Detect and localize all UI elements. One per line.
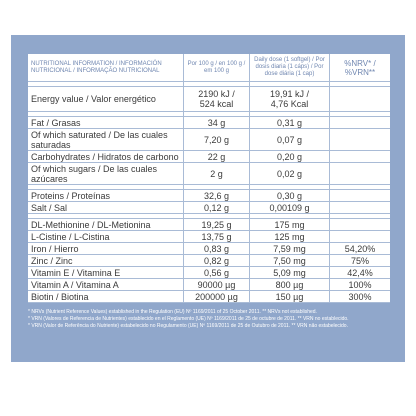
footnote-pt: * VRN (Valor de Referência do Nutriente) estabelecido no Regulamento (UE) Nº 1169/2011 de 25 de Outubro de 2011. ** VRN não estabelecido. (28, 322, 348, 329)
energy-kj-per-100g: 2190 kJ / (198, 89, 235, 99)
value-per-dose: 175 mg (250, 219, 330, 231)
value-nrv: 42,4% (330, 267, 390, 279)
table-row (28, 219, 390, 231)
value-per-100g: 22 g (184, 151, 250, 163)
value-per-100g: 90000 µg (184, 279, 250, 291)
value-nrv (330, 219, 390, 231)
value-per-100g: 200000 µg (184, 291, 250, 303)
value-nrv (330, 87, 390, 112)
value-per-100g: 7,20 g (184, 129, 250, 151)
value-nrv: 300% (330, 291, 390, 303)
nutrient-name: Vitamin E / Vitamina E (28, 267, 184, 279)
value-nrv (330, 202, 390, 214)
table-row (28, 202, 390, 214)
table-row (28, 163, 390, 185)
nutrient-name: Zinc / Zinc (28, 255, 184, 267)
value-nrv (330, 190, 390, 202)
value-per-100g (184, 87, 250, 112)
value-per-dose: 0,30 g (250, 190, 330, 202)
table-row (28, 117, 390, 129)
value-per-100g: 2 g (184, 163, 250, 185)
nutrition-panel (11, 35, 405, 362)
footnote-en: * NRVs (Nutrient Reference Values) established in the Regulation (EU) Nº 1169/2011 of 25 October 2011. ** NRVs not established. (28, 309, 317, 315)
table-row (28, 151, 390, 163)
value-per-dose: 0,02 g (250, 163, 330, 185)
table-row-energy (28, 87, 390, 112)
value-per-100g: 0,83 g (184, 243, 250, 255)
nutrient-name: L-Cistine / L-Cistina (28, 231, 184, 243)
nutrient-name: Energy value / Valor energético (28, 87, 184, 112)
footnote-es: * VRN (Valores de Referencia de Nutrientes) establecido en el Reglamento (UE) Nº 1169/2011 de 25 de octubre de 2011. ** VRN no establecido. (28, 315, 349, 322)
value-per-100g: 0,56 g (184, 267, 250, 279)
value-per-dose: 0,00109 g (250, 202, 330, 214)
nutrient-name: Biotin / Biotina (28, 291, 184, 303)
table-row (28, 243, 390, 255)
value-nrv (330, 129, 390, 151)
header-nrv: %NRV* / %VRN** (330, 54, 390, 82)
value-per-dose: 0,07 g (250, 129, 330, 151)
table-header-row (28, 54, 390, 82)
table-row (28, 267, 390, 279)
energy-kcal-per-100g: 524 kcal (199, 99, 234, 109)
value-per-dose: 7,59 mg (250, 243, 330, 255)
value-nrv: 100% (330, 279, 390, 291)
value-per-dose: 800 µg (250, 279, 330, 291)
value-nrv: 54,20% (330, 243, 390, 255)
value-per-dose (250, 87, 330, 112)
value-per-100g: 32,6 g (184, 190, 250, 202)
value-nrv (330, 151, 390, 163)
energy-kj-per-dose: 19,91 kJ / (269, 89, 310, 99)
nutrient-name: Of which saturated / De las cuales saturadas (28, 129, 184, 151)
value-nrv (330, 231, 390, 243)
value-per-100g: 0,82 g (184, 255, 250, 267)
value-nrv (330, 163, 390, 185)
value-nrv (330, 117, 390, 129)
header-daily-dose: Daily dose (1 softgel) / Por dosis diaria (1 cáps) / Por dose diária (1 cap) (250, 54, 330, 82)
nutrient-name: Iron / Hierro (28, 243, 184, 255)
table-row (28, 190, 390, 202)
value-per-100g: 0,12 g (184, 202, 250, 214)
nutrient-name: Of which sugars / De las cuales azúcares (28, 163, 184, 185)
nutrition-table (28, 54, 390, 303)
nutrient-name: Fat / Grasas (28, 117, 184, 129)
value-per-dose: 7,50 mg (250, 255, 330, 267)
value-per-100g: 34 g (184, 117, 250, 129)
value-per-dose: 5,09 mg (250, 267, 330, 279)
nutrient-name: Salt / Sal (28, 202, 184, 214)
header-nutritional-information: NUTRITIONAL INFORMATION / INFORMACIÓN NUTRICIONAL / INFORMAÇÃO NUTRICIONAL (28, 54, 184, 82)
nutrient-name: Proteins / Proteínas (28, 190, 184, 202)
nutrient-name: Carbohydrates / Hidratos de carbono (28, 151, 184, 163)
table-row (28, 291, 390, 303)
nutrient-name: DL-Methionine / DL-Metionina (28, 219, 184, 231)
table-row (28, 129, 390, 151)
value-per-dose: 0,20 g (250, 151, 330, 163)
energy-kcal-per-dose: 4,76 Kcal (270, 99, 309, 109)
value-per-dose: 125 mg (250, 231, 330, 243)
value-per-100g: 19,25 g (184, 219, 250, 231)
nutrient-name: Vitamin A / Vitamina A (28, 279, 184, 291)
header-per-100g: Por 100 g / en 100 g / em 100 g (184, 54, 250, 82)
table-row (28, 279, 390, 291)
table-row (28, 231, 390, 243)
value-per-100g: 13,75 g (184, 231, 250, 243)
table-row (28, 255, 390, 267)
value-per-dose: 150 µg (250, 291, 330, 303)
value-nrv: 75% (330, 255, 390, 267)
value-per-dose: 0,31 g (250, 117, 330, 129)
footnotes (28, 309, 390, 329)
